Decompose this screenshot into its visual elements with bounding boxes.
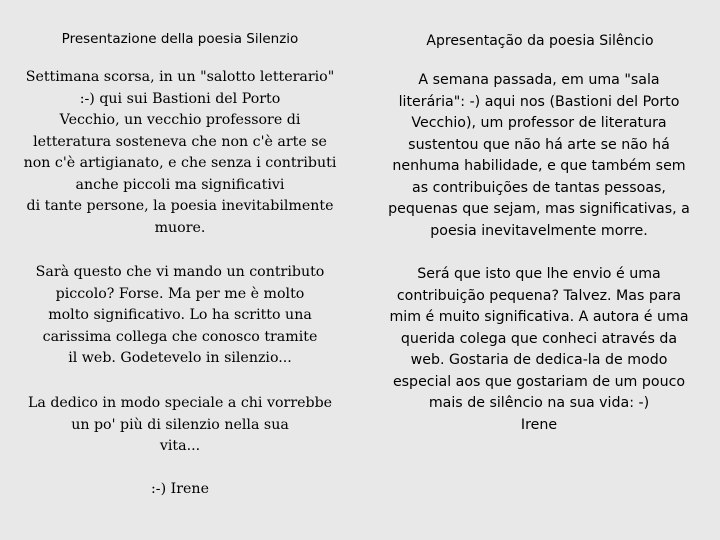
portuguese-column xyxy=(360,0,720,540)
text-line: querida colega que conheci através da xyxy=(400,330,678,347)
text-line: mim é muito significativa. A autora é uma xyxy=(389,309,689,325)
italian-title: Presentazione della poesia Silenzio xyxy=(61,31,299,47)
text-line: il web. Godetevelo in silenzio... xyxy=(68,350,292,366)
text-line: literária": -) aqui nos (Bastioni del Porto xyxy=(398,93,680,110)
text-line: :-) qui sui Bastioni del Porto xyxy=(79,90,281,107)
text-line: especial aos que gostariam de um pouco xyxy=(392,373,686,390)
text-line: Será que isto que lhe envio é uma xyxy=(417,266,661,282)
text-line: Sarà questo che vi mando un contributo xyxy=(35,264,325,280)
italian-signature: :-) Irene xyxy=(151,481,209,497)
text-line: muore. xyxy=(154,219,206,236)
text-line: anche piccoli ma significativi xyxy=(75,176,285,193)
text-line: vita... xyxy=(159,438,201,454)
portuguese-signature: Irene xyxy=(520,416,558,433)
portuguese-paragraph-2 xyxy=(366,264,712,436)
italian-paragraph-2 xyxy=(14,262,346,370)
text-line: sustentou que não há arte se não há xyxy=(408,136,670,153)
text-line: as contribuições de tantas pessoas, xyxy=(412,179,666,196)
italian-paragraph-1 xyxy=(14,67,346,239)
text-line: un po' più di silenzio nella sua xyxy=(71,416,289,433)
text-line: piccolo? Forse. Ma per me è molto xyxy=(55,285,305,302)
text-line: La dedico in modo speciale a chi vorrebbe xyxy=(27,395,333,411)
text-line: pequenas que sejam, mas significativas, a xyxy=(388,201,690,217)
text-line: non c'è artigianato, e che senza i contributi xyxy=(23,155,337,171)
text-line: letteratura sosteneva che non c'è arte se xyxy=(33,133,327,150)
text-line: Vecchio, un vecchio professore di xyxy=(59,112,301,128)
text-line: mais de silêncio na sua vida: -) xyxy=(428,395,650,411)
portuguese-paragraph-1 xyxy=(366,70,712,242)
text-line: poesia inevitavelmente morre. xyxy=(430,222,648,239)
text-line: molto significativo. Lo ha scritto una xyxy=(48,307,312,323)
text-line: nenhuma habilidade, e que também sem xyxy=(392,158,686,174)
text-line: A semana passada, em uma "sala xyxy=(418,72,660,88)
text-line: contribuição pequena? Talvez. Mas para xyxy=(396,287,682,304)
text-line: Settimana scorsa, in un "salotto letterario" xyxy=(25,69,335,85)
text-line: di tante persone, la poesia inevitabilmente xyxy=(26,198,334,214)
text-line: Vecchio), um professor de literatura xyxy=(411,115,667,131)
text-line: carissima collega che conosco tramite xyxy=(42,328,318,345)
text-line: web. Gostaria de dedica-la de modo xyxy=(410,352,668,368)
italian-paragraph-3 xyxy=(14,393,346,458)
portuguese-title: Apresentação da poesia Silêncio xyxy=(426,33,654,49)
